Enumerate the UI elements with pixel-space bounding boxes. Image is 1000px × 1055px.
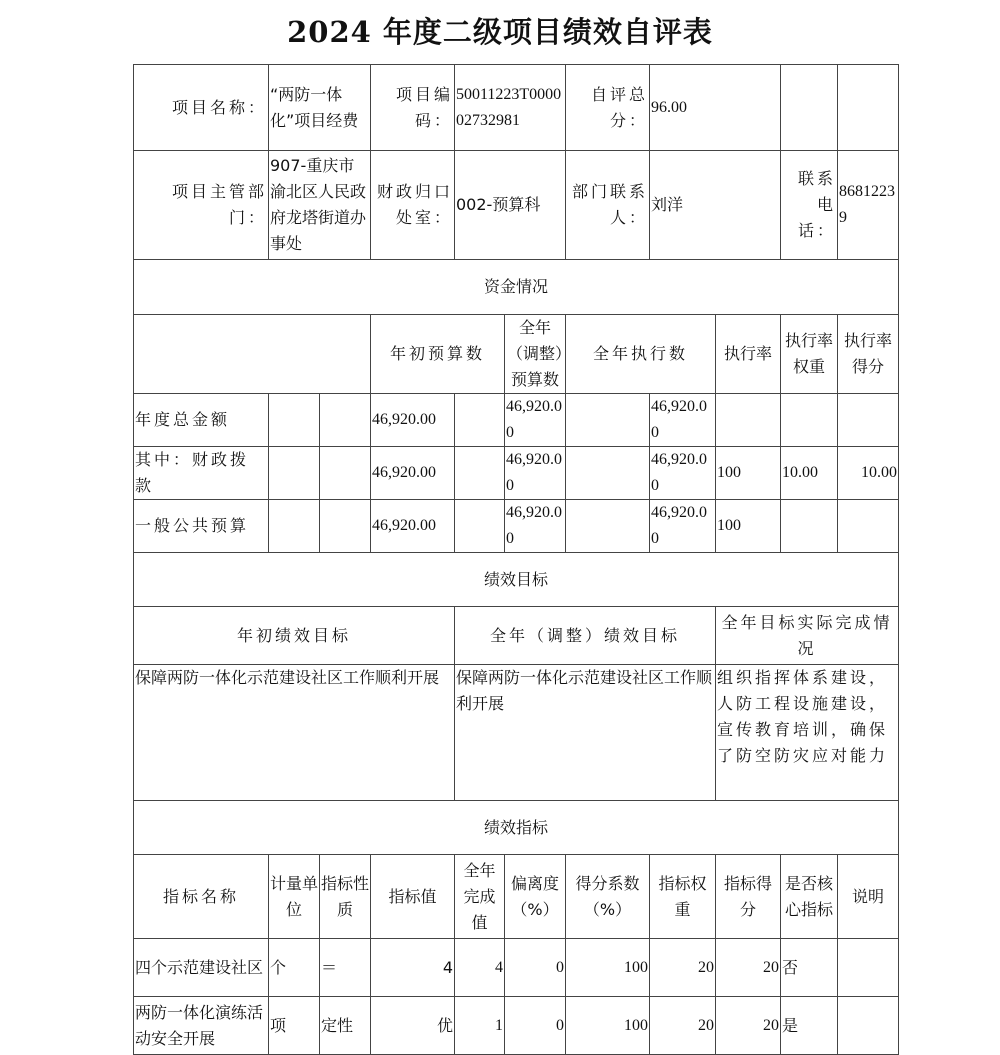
ind-score: 20: [716, 997, 781, 1055]
funds-initial: 46,920.00: [371, 394, 455, 447]
funds-score: 10.00: [838, 447, 899, 500]
ind-name: 四个示范建设社区: [134, 939, 269, 997]
indicators-section-row: [134, 801, 899, 855]
funds-weight: 10.00: [781, 447, 838, 500]
ind-header-note: 说明: [838, 855, 899, 939]
funds-header-executed: 全年执行数: [566, 315, 716, 394]
phone-label: 联系电话：: [781, 151, 838, 260]
funds-adjusted: 46,920.00: [505, 394, 566, 447]
project-name-label: 项目名称：: [134, 65, 269, 151]
ind-deviation: 0: [505, 939, 566, 997]
funds-row-label: 其中：财政拨款: [134, 447, 269, 500]
funds-section-title: 资金情况: [134, 260, 899, 315]
funds-rate: 100: [716, 500, 781, 553]
info-row-1: [134, 65, 899, 151]
self-score-value: 96.00: [650, 65, 781, 151]
empty-cell: [269, 447, 320, 500]
empty-cell: [838, 65, 899, 151]
ind-weight: 20: [650, 939, 716, 997]
ind-nature: 定性: [320, 997, 371, 1055]
empty-cell: [320, 394, 371, 447]
goals-actual: 组织指挥体系建设，人防工程设施建设，宣传教育培训，确保了防空防灾应对能力: [716, 665, 899, 801]
ind-header-completed: 全年完成值: [455, 855, 505, 939]
goals-initial: 保障两防一体化示范建设社区工作顺利开展: [134, 665, 455, 801]
self-score-label: 自评总分：: [566, 65, 650, 151]
indicators-header-row: [134, 855, 899, 939]
funds-header-row: [134, 315, 899, 394]
ind-note: [838, 997, 899, 1055]
ind-header-deviation: 偏离度（%）: [505, 855, 566, 939]
empty-cell: [455, 447, 505, 500]
funds-rate: [716, 394, 781, 447]
funds-rate: 100: [716, 447, 781, 500]
project-name-value: “两防一体化”项目经费: [269, 65, 371, 151]
funds-row: [134, 394, 899, 447]
empty-cell: [320, 500, 371, 553]
funds-row-label: 一般公共预算: [134, 500, 269, 553]
empty-cell: [566, 447, 650, 500]
goals-section-title: 绩效目标: [134, 553, 899, 607]
project-code-value: 50011223T000002732981: [455, 65, 566, 151]
ind-coef: 100: [566, 997, 650, 1055]
info-row-2: [134, 151, 899, 260]
ind-value: 4: [371, 939, 455, 997]
funds-header-adjusted: 全年（调整）预算数: [505, 315, 566, 394]
ind-weight: 20: [650, 997, 716, 1055]
goals-header-initial: 年初绩效目标: [134, 607, 455, 665]
ind-header-coef: 得分系数（%）: [566, 855, 650, 939]
goals-adjusted: 保障两防一体化示范建设社区工作顺利开展: [455, 665, 716, 801]
phone-value: 86812239: [838, 151, 899, 260]
funds-weight: [781, 500, 838, 553]
ind-deviation: 0: [505, 997, 566, 1055]
ind-name: 两防一体化演练活动安全开展: [134, 997, 269, 1055]
ind-header-weight: 指标权重: [650, 855, 716, 939]
goals-content-row: [134, 665, 899, 801]
indicator-row: [134, 939, 899, 997]
ind-completed: 4: [455, 939, 505, 997]
empty-cell: [566, 394, 650, 447]
ind-score: 20: [716, 939, 781, 997]
empty-cell: [134, 315, 371, 394]
empty-cell: [455, 394, 505, 447]
contact-label: 部门联系人：: [566, 151, 650, 260]
ind-header-value: 指标值: [371, 855, 455, 939]
page-title: 2024 年度二级项目绩效自评表: [287, 15, 713, 49]
finance-office-value: 002-预算科: [455, 151, 566, 260]
funds-executed: 46,920.00: [650, 394, 716, 447]
empty-cell: [269, 394, 320, 447]
project-code-label: 项目编码：: [371, 65, 455, 151]
evaluation-table: [133, 64, 899, 1055]
funds-executed: 46,920.00: [650, 447, 716, 500]
funds-score: [838, 394, 899, 447]
empty-cell: [455, 500, 505, 553]
ind-unit: 项: [269, 997, 320, 1055]
contact-value: 刘洋: [650, 151, 781, 260]
funds-header-score: 执行率得分: [838, 315, 899, 394]
funds-executed: 46,920.00: [650, 500, 716, 553]
funds-adjusted: 46,920.00: [505, 500, 566, 553]
indicator-row: [134, 997, 899, 1055]
funds-row: [134, 500, 899, 553]
goals-header-row: [134, 607, 899, 665]
goals-header-actual: 全年目标实际完成情况: [716, 607, 899, 665]
funds-header-weight: 执行率权重: [781, 315, 838, 394]
empty-cell: [566, 500, 650, 553]
funds-header-initial: 年初预算数: [371, 315, 505, 394]
funds-row-label: 年度总金额: [134, 394, 269, 447]
funds-initial: 46,920.00: [371, 500, 455, 553]
empty-cell: [269, 500, 320, 553]
ind-coef: 100: [566, 939, 650, 997]
funds-score: [838, 500, 899, 553]
ind-value: 优: [371, 997, 455, 1055]
dept-label: 项目主管部门：: [134, 151, 269, 260]
ind-header-name: 指标名称: [134, 855, 269, 939]
ind-header-core: 是否核心指标: [781, 855, 838, 939]
ind-unit: 个: [269, 939, 320, 997]
ind-header-unit: 计量单位: [269, 855, 320, 939]
ind-completed: 1: [455, 997, 505, 1055]
goals-section-row: [134, 553, 899, 607]
funds-initial: 46,920.00: [371, 447, 455, 500]
empty-cell: [781, 65, 838, 151]
ind-header-nature: 指标性质: [320, 855, 371, 939]
goals-header-adjusted: 全年（调整）绩效目标: [455, 607, 716, 665]
finance-office-label: 财政归口处室：: [371, 151, 455, 260]
funds-header-rate: 执行率: [716, 315, 781, 394]
funds-row: [134, 447, 899, 500]
funds-section-row: [134, 260, 899, 315]
ind-nature: ＝: [320, 939, 371, 997]
ind-note: [838, 939, 899, 997]
empty-cell: [320, 447, 371, 500]
funds-weight: [781, 394, 838, 447]
indicators-section-title: 绩效指标: [134, 801, 899, 855]
dept-value: 907-重庆市渝北区人民政府龙塔街道办事处: [269, 151, 371, 260]
funds-adjusted: 46,920.00: [505, 447, 566, 500]
ind-core: 是: [781, 997, 838, 1055]
ind-core: 否: [781, 939, 838, 997]
ind-header-score: 指标得分: [716, 855, 781, 939]
